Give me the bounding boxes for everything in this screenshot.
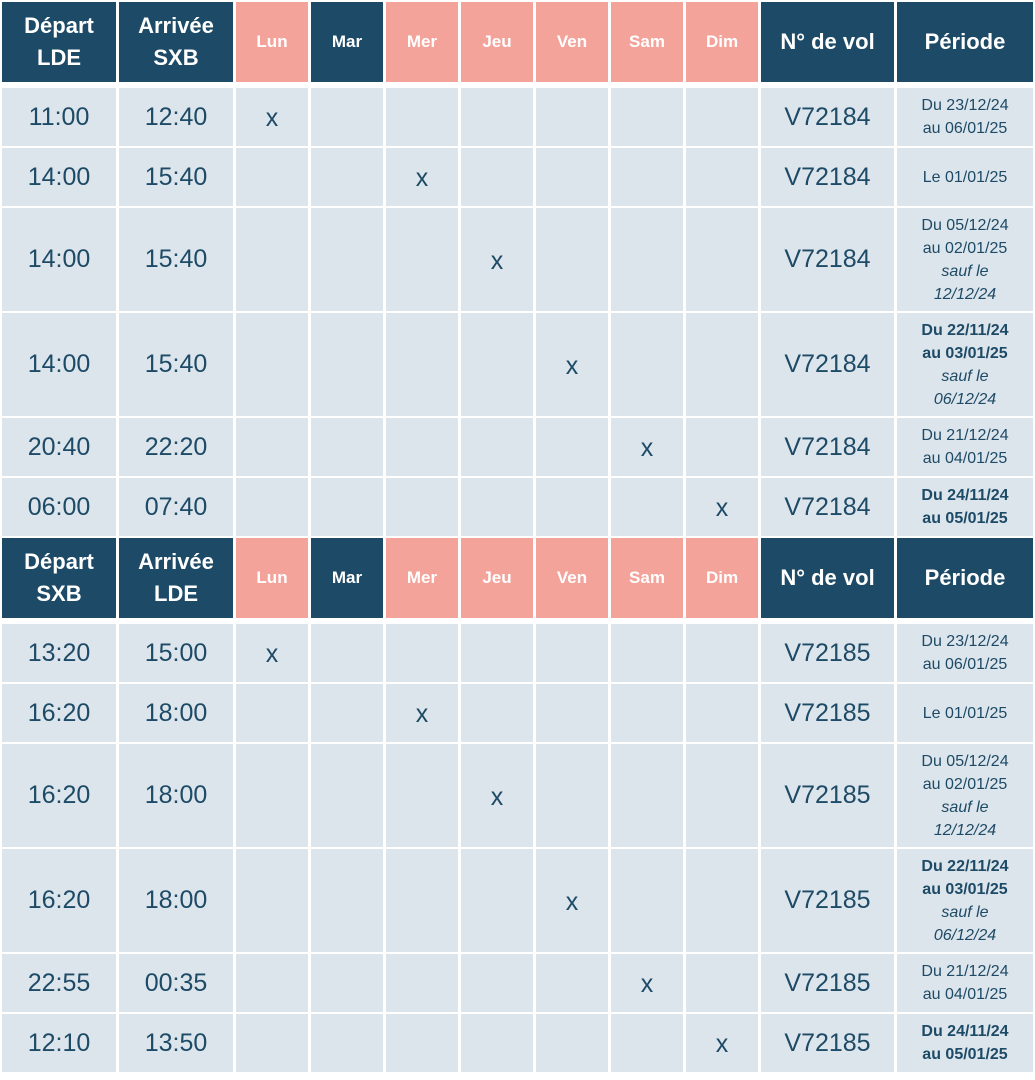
- period-line: au 03/01/25: [922, 880, 1008, 898]
- day-cell-mar: [311, 624, 383, 682]
- period-line: au 05/01/25: [922, 510, 1008, 527]
- day-cell-jeu: x: [461, 744, 533, 847]
- day-cell-jeu: [461, 684, 533, 742]
- day-cell-lun: [236, 954, 308, 1012]
- period-line: au 02/01/25: [922, 239, 1008, 257]
- flight-row: [2, 313, 1033, 416]
- period-cell: [897, 624, 1033, 682]
- arrival-time: 15:40: [119, 148, 233, 206]
- day-cell-ven: [536, 1014, 608, 1072]
- day-cell-jeu: [461, 88, 533, 146]
- day-cell-mar: [311, 684, 383, 742]
- departure-header: [2, 538, 116, 618]
- departure-time: 16:20: [2, 684, 116, 742]
- day-cell-sam: [611, 148, 683, 206]
- day-cell-sam: [611, 1014, 683, 1072]
- flight-row: [2, 208, 1033, 311]
- day-cell-jeu: [461, 954, 533, 1012]
- day-cell-mer: [386, 849, 458, 952]
- departure-time: 16:20: [2, 849, 116, 952]
- period-line: sauf le: [941, 903, 989, 921]
- day-cell-sam: [611, 208, 683, 311]
- day-cell-jeu: x: [461, 208, 533, 311]
- day-cell-mer: [386, 744, 458, 847]
- period-line: Du 23/12/24: [921, 97, 1009, 114]
- period-line: Du 23/12/24: [921, 633, 1009, 650]
- day-cell-dim: [686, 624, 758, 682]
- day-cell-mer: x: [386, 684, 458, 742]
- flight-row: [2, 849, 1033, 952]
- flight-row: [2, 954, 1033, 1012]
- arrival-header: [119, 538, 233, 618]
- day-cell-mar: [311, 849, 383, 952]
- day-cell-mar: [311, 744, 383, 847]
- arrival-time: 15:00: [119, 624, 233, 682]
- period-line: au 04/01/25: [922, 450, 1008, 467]
- day-cell-ven: [536, 624, 608, 682]
- day-header-sam: Sam: [611, 538, 683, 618]
- departure-time: 20:40: [2, 418, 116, 476]
- day-cell-dim: x: [686, 478, 758, 536]
- period-line: 06/12/24: [933, 926, 997, 944]
- day-cell-dim: [686, 954, 758, 1012]
- arrival-header-label: Arrivée: [138, 549, 214, 574]
- day-cell-dim: [686, 744, 758, 847]
- day-cell-lun: [236, 849, 308, 952]
- arrival-time: 18:00: [119, 684, 233, 742]
- flight-number: V72184: [761, 208, 894, 311]
- arrival-time: 12:40: [119, 88, 233, 146]
- departure-header: [2, 2, 116, 82]
- flight-row: [2, 88, 1033, 146]
- day-cell-jeu: [461, 478, 533, 536]
- period-line: Le 01/01/25: [922, 704, 1008, 722]
- period-cell: [897, 954, 1033, 1012]
- flight-number: V72184: [761, 418, 894, 476]
- flight-timetable: [2, 2, 1033, 1074]
- period-line: Du 22/11/24: [921, 857, 1009, 875]
- day-cell-mar: [311, 954, 383, 1012]
- day-cell-sam: [611, 88, 683, 146]
- departure-header-label: LDE: [37, 45, 81, 70]
- day-cell-lun: [236, 1014, 308, 1072]
- day-cell-ven: [536, 684, 608, 742]
- day-cell-mar: [311, 88, 383, 146]
- day-cell-mer: [386, 954, 458, 1012]
- flight-number: V72185: [761, 849, 894, 952]
- period-line: Du 24/11/24: [921, 1023, 1009, 1040]
- day-cell-lun: [236, 208, 308, 311]
- period-line: au 06/01/25: [922, 120, 1008, 137]
- period-line: 12/12/24: [933, 285, 997, 303]
- arrival-time: 00:35: [119, 954, 233, 1012]
- day-cell-lun: [236, 148, 308, 206]
- day-cell-lun: x: [236, 624, 308, 682]
- period-cell: [897, 313, 1033, 416]
- flight-number-header: N° de vol: [761, 538, 894, 618]
- day-cell-dim: [686, 88, 758, 146]
- day-header-mer: Mer: [386, 538, 458, 618]
- flight-number: V72185: [761, 744, 894, 847]
- day-cell-dim: x: [686, 1014, 758, 1072]
- departure-header-label: Départ: [24, 549, 94, 574]
- departure-time: 14:00: [2, 148, 116, 206]
- day-header-mar: Mar: [311, 2, 383, 82]
- day-cell-mer: [386, 478, 458, 536]
- departure-time: 14:00: [2, 313, 116, 416]
- period-line: Du 05/12/24: [921, 752, 1009, 770]
- arrival-time: 18:00: [119, 744, 233, 847]
- flight-number: V72184: [761, 478, 894, 536]
- day-cell-lun: [236, 418, 308, 476]
- arrival-time: 22:20: [119, 418, 233, 476]
- period-line: au 02/01/25: [922, 775, 1008, 793]
- day-cell-jeu: [461, 1014, 533, 1072]
- arrival-time: 15:40: [119, 313, 233, 416]
- day-cell-jeu: [461, 418, 533, 476]
- day-cell-sam: [611, 478, 683, 536]
- day-cell-jeu: [461, 624, 533, 682]
- period-line: Du 21/12/24: [921, 427, 1009, 444]
- flight-row: [2, 1014, 1033, 1072]
- arrival-header: [119, 2, 233, 82]
- period-line: au 06/01/25: [922, 656, 1008, 673]
- period-line: sauf le: [941, 367, 989, 385]
- day-cell-dim: [686, 208, 758, 311]
- day-cell-ven: x: [536, 849, 608, 952]
- period-line: Du 22/11/24: [921, 321, 1009, 339]
- departure-time: 12:10: [2, 1014, 116, 1072]
- departure-time: 13:20: [2, 624, 116, 682]
- period-line: au 04/01/25: [922, 986, 1008, 1003]
- day-cell-dim: [686, 684, 758, 742]
- period-header: Période: [897, 538, 1033, 618]
- day-header-jeu: Jeu: [461, 538, 533, 618]
- day-cell-ven: [536, 478, 608, 536]
- day-cell-dim: [686, 418, 758, 476]
- day-cell-lun: [236, 684, 308, 742]
- day-cell-ven: [536, 954, 608, 1012]
- period-cell: [897, 744, 1033, 847]
- day-cell-mer: [386, 1014, 458, 1072]
- period-line: au 03/01/25: [922, 344, 1008, 362]
- day-cell-dim: [686, 148, 758, 206]
- departure-header-label: Départ: [24, 13, 94, 38]
- day-header-dim: Dim: [686, 2, 758, 82]
- period-cell: [897, 1014, 1033, 1072]
- day-cell-mer: [386, 88, 458, 146]
- day-cell-sam: [611, 624, 683, 682]
- departure-time: 16:20: [2, 744, 116, 847]
- day-cell-ven: [536, 418, 608, 476]
- flight-number: V72185: [761, 624, 894, 682]
- day-cell-ven: [536, 148, 608, 206]
- day-header-ven: Ven: [536, 538, 608, 618]
- day-cell-jeu: [461, 148, 533, 206]
- departure-time: 14:00: [2, 208, 116, 311]
- day-header-mar: Mar: [311, 538, 383, 618]
- period-line: Le 01/01/25: [922, 168, 1008, 186]
- day-cell-dim: [686, 849, 758, 952]
- header-row: [2, 2, 1033, 82]
- period-cell: [897, 684, 1033, 742]
- day-header-ven: Ven: [536, 2, 608, 82]
- arrival-time: 07:40: [119, 478, 233, 536]
- arrival-time: 18:00: [119, 849, 233, 952]
- day-header-dim: Dim: [686, 538, 758, 618]
- flight-row: [2, 684, 1033, 742]
- day-cell-mar: [311, 478, 383, 536]
- arrival-header-label: LDE: [154, 581, 198, 606]
- period-line: sauf le: [941, 798, 989, 816]
- arrival-time: 13:50: [119, 1014, 233, 1072]
- day-cell-ven: x: [536, 313, 608, 416]
- day-header-lun: Lun: [236, 2, 308, 82]
- day-header-lun: Lun: [236, 538, 308, 618]
- day-cell-mer: [386, 313, 458, 416]
- period-cell: [897, 849, 1033, 952]
- day-header-mer: Mer: [386, 2, 458, 82]
- header-row: [2, 538, 1033, 618]
- flight-row: [2, 478, 1033, 536]
- flight-row: [2, 744, 1033, 847]
- day-cell-ven: [536, 88, 608, 146]
- flight-row: [2, 148, 1033, 206]
- day-cell-lun: [236, 744, 308, 847]
- day-cell-dim: [686, 313, 758, 416]
- departure-time: 06:00: [2, 478, 116, 536]
- day-cell-ven: [536, 208, 608, 311]
- departure-time: 11:00: [2, 88, 116, 146]
- day-cell-mar: [311, 313, 383, 416]
- day-cell-mer: [386, 418, 458, 476]
- period-line: au 05/01/25: [922, 1046, 1008, 1063]
- day-header-sam: Sam: [611, 2, 683, 82]
- arrival-header-label: SXB: [153, 45, 199, 70]
- day-cell-mer: [386, 624, 458, 682]
- day-cell-lun: [236, 478, 308, 536]
- day-header-jeu: Jeu: [461, 2, 533, 82]
- day-cell-mar: [311, 148, 383, 206]
- flight-row: [2, 418, 1033, 476]
- timetable-section: [2, 2, 1033, 536]
- day-cell-sam: [611, 849, 683, 952]
- period-cell: [897, 88, 1033, 146]
- arrival-header-label: Arrivée: [138, 13, 214, 38]
- flight-row: [2, 624, 1033, 682]
- day-cell-mar: [311, 418, 383, 476]
- departure-time: 22:55: [2, 954, 116, 1012]
- period-cell: [897, 418, 1033, 476]
- flight-number: V72184: [761, 148, 894, 206]
- departure-header-label: SXB: [36, 581, 82, 606]
- period-line: Du 05/12/24: [921, 216, 1009, 234]
- period-cell: [897, 208, 1033, 311]
- flight-number: V72185: [761, 684, 894, 742]
- flight-number: V72185: [761, 954, 894, 1012]
- day-cell-sam: x: [611, 954, 683, 1012]
- period-line: Du 24/11/24: [921, 487, 1009, 504]
- day-cell-ven: [536, 744, 608, 847]
- flight-number: V72184: [761, 313, 894, 416]
- period-header: Période: [897, 2, 1033, 82]
- day-cell-mar: [311, 1014, 383, 1072]
- arrival-time: 15:40: [119, 208, 233, 311]
- period-line: Du 21/12/24: [921, 963, 1009, 980]
- flight-number: V72184: [761, 88, 894, 146]
- day-cell-sam: x: [611, 418, 683, 476]
- period-cell: [897, 148, 1033, 206]
- day-cell-jeu: [461, 849, 533, 952]
- period-cell: [897, 478, 1033, 536]
- day-cell-mar: [311, 208, 383, 311]
- day-cell-sam: [611, 744, 683, 847]
- day-cell-sam: [611, 684, 683, 742]
- timetable-section: [2, 538, 1033, 1072]
- day-cell-mer: x: [386, 148, 458, 206]
- day-cell-lun: x: [236, 88, 308, 146]
- day-cell-mer: [386, 208, 458, 311]
- flight-number: V72185: [761, 1014, 894, 1072]
- day-cell-sam: [611, 313, 683, 416]
- period-line: sauf le: [941, 262, 989, 280]
- period-line: 06/12/24: [933, 390, 997, 408]
- day-cell-jeu: [461, 313, 533, 416]
- day-cell-lun: [236, 313, 308, 416]
- period-line: 12/12/24: [933, 821, 997, 839]
- flight-number-header: N° de vol: [761, 2, 894, 82]
